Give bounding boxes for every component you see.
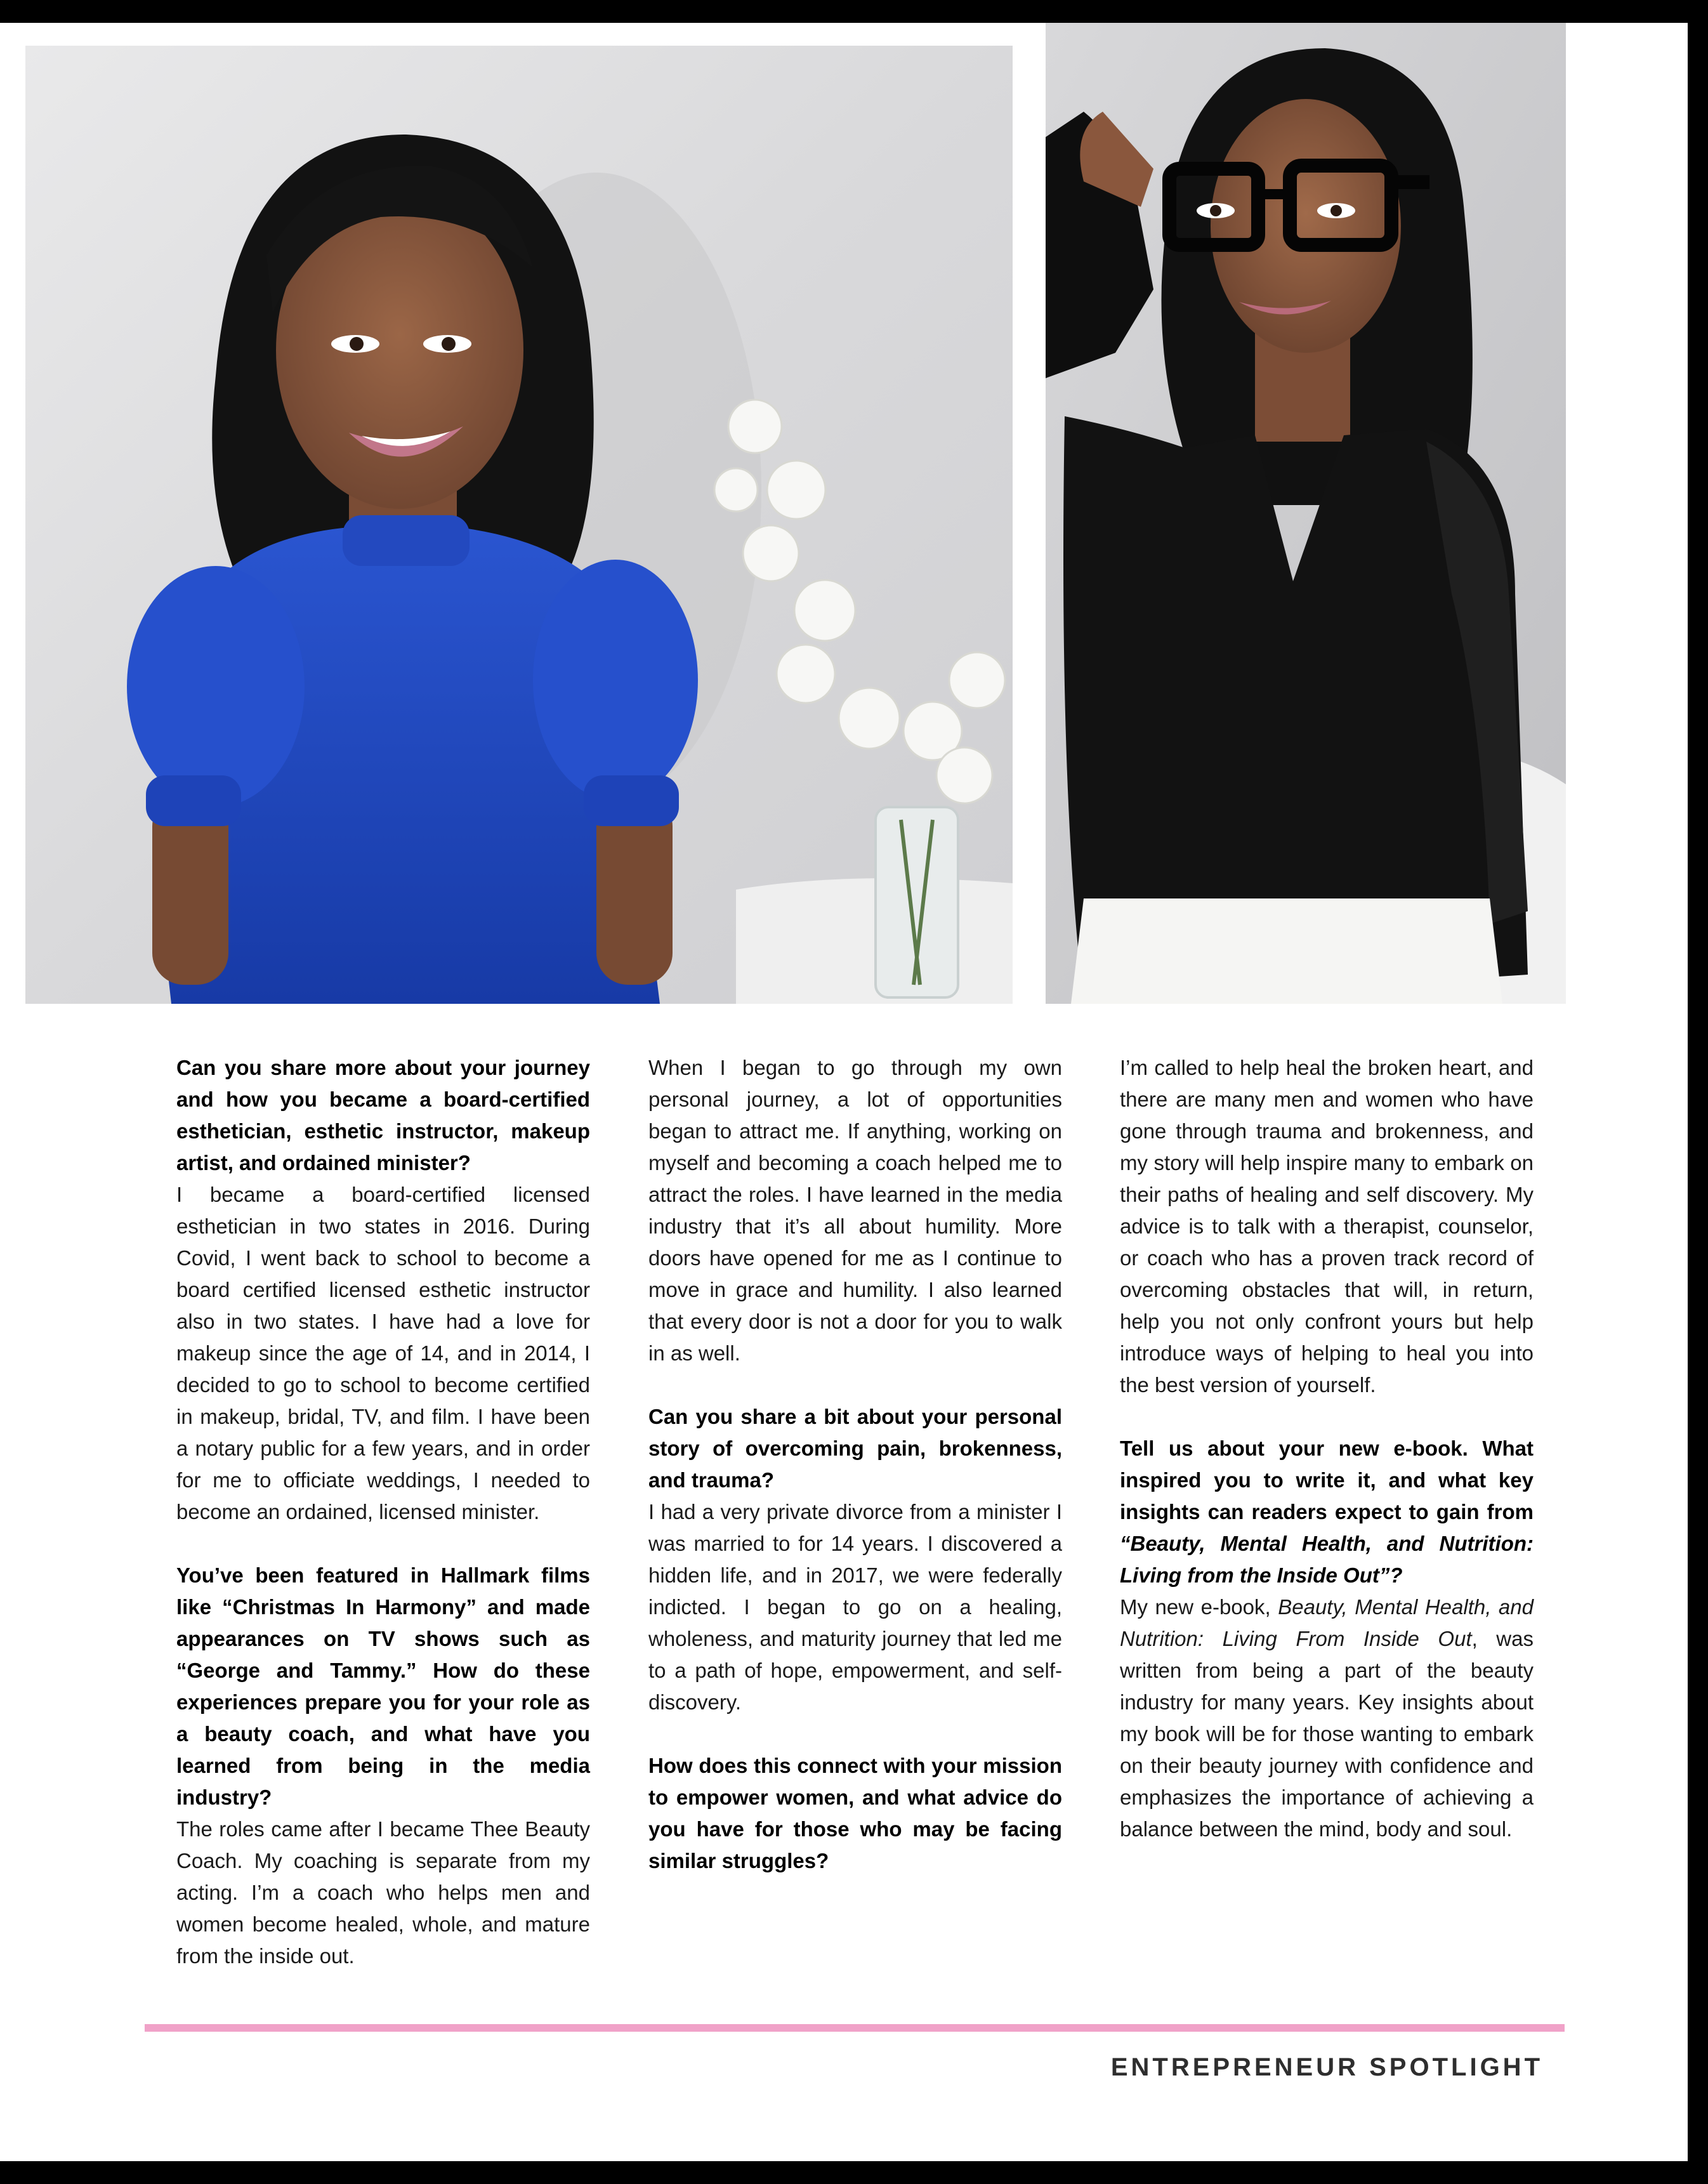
interview-answer-3: I had a very private divorce from a minister I was married to for 14 years. I discovered a hidden life, and in 2017, we were federally indicted. I began to go on a healing, wholeness, and maturity journey that led me to a path of hope, empowerment, and self- discovery. (648, 1500, 1062, 1714)
answer-5-book-title: Beauty, Mental Health, and Nutrition: Living From Inside Out (1120, 1595, 1534, 1650)
photo-woman-glasses (1046, 23, 1566, 1004)
answer-5-lead: My new e-book, (1120, 1595, 1278, 1619)
interview-answer-4: I’m called to help heal the broken heart, and there are many men and women who have gone through trauma and brokenness, and my story will help inspire many to embark on their paths of healing and self discovery. My advice is to talk with a therapist, counselor, or coach who has a proven track record of overcoming obstacles that will, in return, help you not only confront yours but help introduce ways of helping to heal you into the best version of yourself. (1120, 1056, 1534, 1397)
article-column-3 (1120, 1052, 1534, 1845)
interview-question-3: Can you share a bit about your personal story of overcoming pain, brokenness, and trauma? (648, 1405, 1062, 1492)
interview-answer-2-continued: When I began to go through my own personal journey, a lot of opportunities began to attract me. If anything, working on myself and becoming a coach helped me to attract the roles. I have learned in the media industry that it’s all about humility. More doors have opened for me as I continue to move in grace and humility. I also learned that every door is not a door for you to walk in as well. (648, 1056, 1062, 1365)
answer-5-rest: , was written from being a part of the beauty industry for many years. Key insights about my book will be for those wanting to embark on their beauty journey with confidence and emphasizes the importance of achieving a balance between the mind, body and soul. (1120, 1627, 1534, 1841)
photo-woman-blue-top-illustration (25, 46, 1013, 1004)
question-5-book-title: “Beauty, Mental Health, and Nutrition: Living from the Inside Out”? (1120, 1532, 1534, 1587)
question-5-lead: Tell us about your new e-book. What inspired you to write it, and what key insights can readers expect to gain from (1120, 1437, 1534, 1523)
section-label: ENTREPRENEUR SPOTLIGHT (1110, 2053, 1543, 2081)
interview-question-5 (1120, 1433, 1534, 1591)
interview-answer-5 (1120, 1591, 1534, 1845)
article-column-1 (176, 1052, 590, 1972)
photo-woman-blue-top (25, 46, 1013, 1004)
article-column-2 (648, 1052, 1062, 1877)
interview-question-1: Can you share more about your journey and how you became a board-certified esthetician, esthetic instructor, makeup artist, and ordained minister? (176, 1056, 590, 1174)
interview-question-4: How does this connect with your mission to empower women, and what advice do you have for those who may be facing similar struggles? (648, 1754, 1062, 1872)
pink-divider-rule (145, 2024, 1565, 2032)
magazine-page (0, 23, 1688, 2161)
interview-answer-2: The roles came after I became Thee Beauty Coach. My coaching is separate from my acting. I’m a coach who helps men and women become healed, whole, and mature from the inside out. (176, 1817, 590, 1968)
photo-woman-glasses-illustration (1046, 23, 1566, 1004)
interview-question-2: You’ve been featured in Hallmark films like “Christmas In Harmony” and made appearances on TV shows such as “George and Tammy.” How do these experiences prepare you for your role as a beauty coach, and what have you learned from being in the media industry? (176, 1563, 590, 1809)
interview-answer-1: I became a board-certified licensed esthetician in two states in 2016. During Covid, I went back to school to become a board certified licensed esthetic instructor also in two states. I have had a love for makeup since the age of 14, and in 2014, I decided to go to school to become certified in makeup, bridal, TV, and film. I have been a notary public for a few years, and in order for me to officiate weddings, I needed to become an ordained, licensed minister. (176, 1183, 590, 1523)
